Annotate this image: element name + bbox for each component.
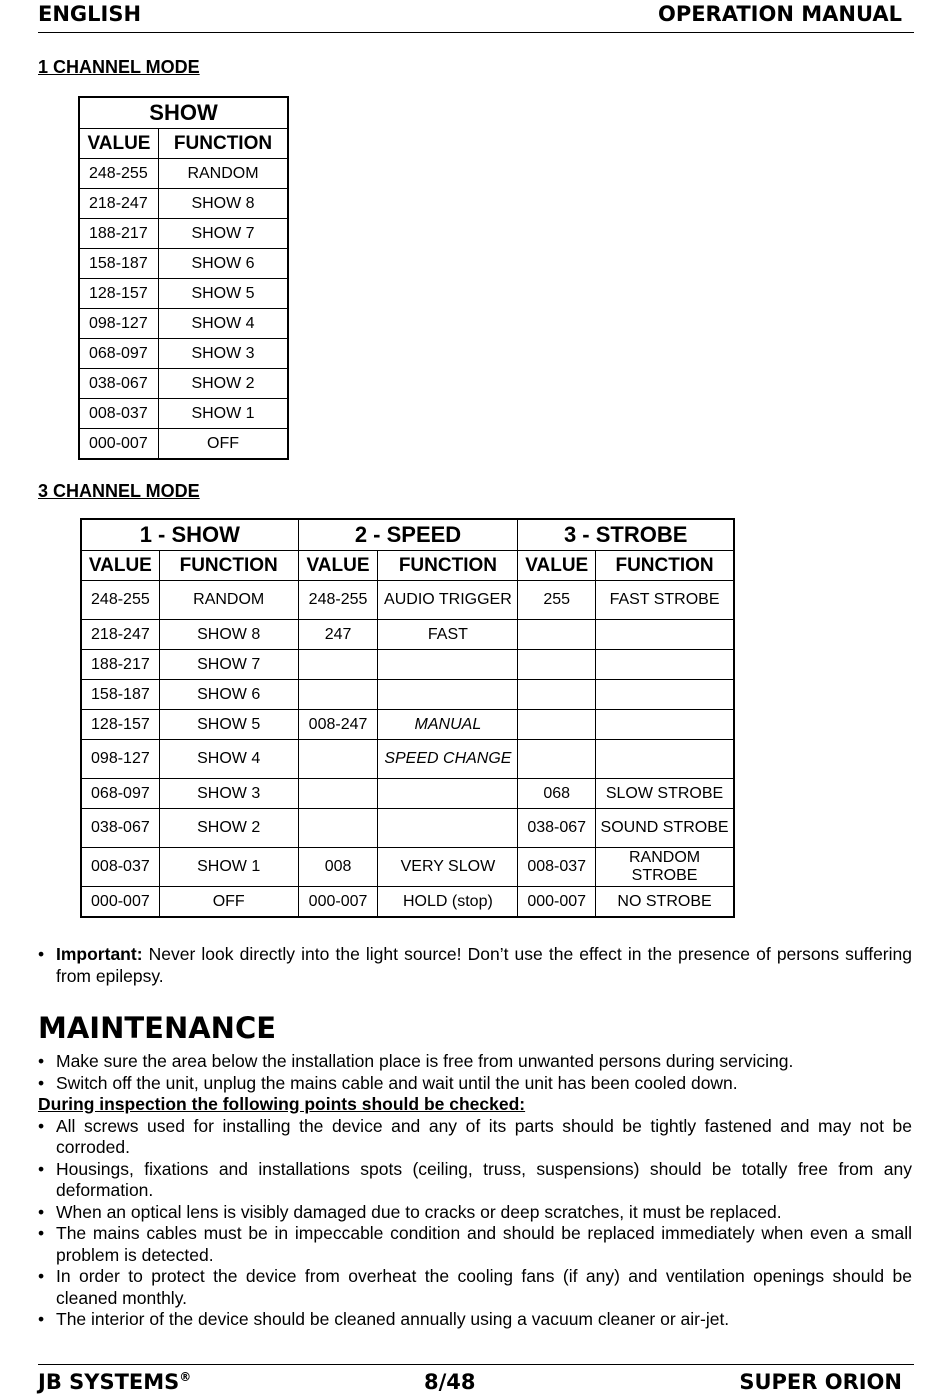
- speed-value-cell: 248-255: [298, 581, 378, 620]
- show-value-cell: 068-097: [81, 779, 159, 809]
- strobe-value-cell: [518, 650, 596, 680]
- page-header: [38, 0, 914, 33]
- bullet-icon: •: [38, 1201, 45, 1222]
- footer-brand: JB SYSTEMS: [38, 1370, 180, 1394]
- speed-function-cell: [378, 809, 518, 848]
- table-row: [79, 429, 288, 460]
- list-item: [38, 1223, 912, 1266]
- mode1-group-header: SHOW: [79, 97, 288, 129]
- strobe-value-cell: 000-007: [518, 887, 596, 918]
- strobe-function-cell: [596, 680, 734, 710]
- table-row: [81, 887, 734, 918]
- strobe-value-cell: [518, 710, 596, 740]
- mode3-title: 3 CHANNEL MODE: [38, 481, 200, 501]
- col-function-header: FUNCTION: [378, 551, 518, 581]
- strobe-value-cell: 038-067: [518, 809, 596, 848]
- important-text: Never look directly into the light source! Don’t use the effect in the presence of persons suffering from epilepsy.: [56, 944, 912, 986]
- speed-value-cell: [298, 779, 378, 809]
- value-cell: 098-127: [79, 309, 159, 339]
- important-label: Important:: [56, 944, 143, 964]
- strobe-function-cell: SLOW STROBE: [596, 779, 734, 809]
- show-value-cell: 158-187: [81, 680, 159, 710]
- function-cell: OFF: [159, 429, 289, 460]
- show-function-cell: SHOW 4: [159, 740, 298, 779]
- footer-brand-block: [38, 1370, 191, 1394]
- strobe-function-cell: [596, 650, 734, 680]
- speed-function-cell: [378, 779, 518, 809]
- bullet-icon: •: [38, 1309, 45, 1329]
- show-value-cell: 098-127: [81, 740, 159, 779]
- list-item-text: All screws used for installing the device and any of its parts should be tightly fastened and may not be corroded.: [56, 1115, 912, 1157]
- value-cell: 128-157: [79, 279, 159, 309]
- three-channel-table: [80, 518, 735, 918]
- strobe-function-cell: [596, 710, 734, 740]
- strobe-function-cell: [596, 620, 734, 650]
- list-item-text: Make sure the area below the installation place is free from unwanted persons during servicing.: [56, 1051, 794, 1071]
- value-cell: 218-247: [79, 189, 159, 219]
- strobe-function-cell: NO STROBE: [596, 887, 734, 918]
- list-item-text: Housings, fixations and installations spots (ceiling, truss, suspensions) should be totally free from any deformation.: [56, 1158, 912, 1200]
- table-row: [79, 399, 288, 429]
- show-value-cell: 000-007: [81, 887, 159, 918]
- col-value-header: VALUE: [81, 551, 159, 581]
- function-cell: SHOW 4: [159, 309, 289, 339]
- list-item: [38, 1051, 912, 1073]
- show-function-cell: OFF: [159, 887, 298, 918]
- speed-value-cell: [298, 680, 378, 710]
- show-value-cell: 128-157: [81, 710, 159, 740]
- list-item: [38, 1309, 912, 1331]
- value-cell: 188-217: [79, 219, 159, 249]
- list-item-text: In order to protect the device from overheat the cooling fans (if any) and ventilation openings should be cleaned monthly.: [56, 1266, 912, 1308]
- speed-function-cell: [378, 650, 518, 680]
- table-row: [79, 249, 288, 279]
- bullet-icon: •: [38, 1266, 45, 1286]
- show-function-cell: SHOW 3: [159, 779, 298, 809]
- value-cell: 008-037: [79, 399, 159, 429]
- group-header-speed: 2 - SPEED: [298, 519, 518, 551]
- maintenance-title: MAINTENANCE: [38, 1011, 277, 1045]
- col-function-header: FUNCTION: [596, 551, 734, 581]
- speed-value-cell: 008-247: [298, 710, 378, 740]
- page-footer: [38, 1364, 914, 1398]
- bullet-icon: •: [38, 1223, 45, 1243]
- footer-product: SUPER ORION: [739, 1370, 902, 1394]
- speed-function-cell: SPEED CHANGE: [378, 740, 518, 779]
- col-value-header: VALUE: [79, 129, 159, 159]
- strobe-value-cell: [518, 680, 596, 710]
- col-function-header: FUNCTION: [159, 129, 289, 159]
- value-cell: 158-187: [79, 249, 159, 279]
- strobe-function-cell: FAST STROBE: [596, 581, 734, 620]
- strobe-value-cell: [518, 740, 596, 779]
- strobe-function-cell: RANDOM STROBE: [596, 848, 734, 887]
- speed-value-cell: 000-007: [298, 887, 378, 918]
- strobe-value-cell: 008-037: [518, 848, 596, 887]
- list-item-text: The mains cables must be in impeccable condition and should be replaced immediately when even a small problem is detected.: [56, 1223, 912, 1265]
- show-value-cell: 008-037: [81, 848, 159, 887]
- speed-function-cell: MANUAL: [378, 710, 518, 740]
- show-function-cell: SHOW 8: [159, 620, 298, 650]
- page-number: 8/48: [424, 1370, 476, 1394]
- show-function-cell: SHOW 6: [159, 680, 298, 710]
- show-function-cell: SHOW 5: [159, 710, 298, 740]
- function-cell: SHOW 2: [159, 369, 289, 399]
- show-value-cell: 248-255: [81, 581, 159, 620]
- bullet-icon: •: [38, 1072, 45, 1093]
- table-row: [79, 309, 288, 339]
- registered-mark: ®: [179, 1370, 192, 1384]
- header-language: ENGLISH: [38, 2, 142, 26]
- table-row: [81, 620, 734, 650]
- list-item-text: Switch off the unit, unplug the mains cable and wait until the unit has been cooled down.: [56, 1072, 738, 1093]
- show-function-cell: SHOW 1: [159, 848, 298, 887]
- list-item-text: When an optical lens is visibly damaged due to cracks or deep scratches, it must be replaced.: [56, 1201, 782, 1222]
- show-value-cell: 188-217: [81, 650, 159, 680]
- table-row: [81, 710, 734, 740]
- show-value-cell: 038-067: [81, 809, 159, 848]
- list-item: [38, 1266, 912, 1309]
- table-row: [81, 848, 734, 887]
- strobe-function-cell: [596, 740, 734, 779]
- speed-value-cell: [298, 809, 378, 848]
- function-cell: SHOW 1: [159, 399, 289, 429]
- strobe-function-cell: SOUND STROBE: [596, 809, 734, 848]
- group-header-strobe: 3 - STROBE: [518, 519, 734, 551]
- col-value-header: VALUE: [298, 551, 378, 581]
- value-cell: 000-007: [79, 429, 159, 460]
- list-item: [38, 1159, 912, 1202]
- speed-function-cell: [378, 680, 518, 710]
- col-value-header: VALUE: [518, 551, 596, 581]
- strobe-value-cell: 068: [518, 779, 596, 809]
- group-header-show: 1 - SHOW: [81, 519, 298, 551]
- header-title: OPERATION MANUAL: [657, 2, 902, 26]
- value-cell: 038-067: [79, 369, 159, 399]
- table-row: [81, 680, 734, 710]
- value-cell: 248-255: [79, 159, 159, 189]
- list-item: [38, 944, 912, 987]
- mode1-title: 1 CHANNEL MODE: [38, 57, 200, 77]
- show-function-cell: SHOW 7: [159, 650, 298, 680]
- col-function-header: FUNCTION: [159, 551, 298, 581]
- function-cell: SHOW 8: [159, 189, 289, 219]
- speed-value-cell: 008: [298, 848, 378, 887]
- speed-function-cell: VERY SLOW: [378, 848, 518, 887]
- table-row: [79, 159, 288, 189]
- list-item: [38, 1116, 912, 1159]
- bullet-icon: •: [38, 1158, 45, 1179]
- table-row: [81, 581, 734, 620]
- strobe-value-cell: [518, 620, 596, 650]
- important-note: [38, 944, 912, 987]
- bullet-icon: •: [38, 1051, 45, 1071]
- table-row: [81, 779, 734, 809]
- list-item: [38, 1073, 912, 1095]
- speed-value-cell: 247: [298, 620, 378, 650]
- check-heading: During inspection the following points should be checked:: [38, 1094, 526, 1114]
- table-row: [79, 279, 288, 309]
- bullet-icon: •: [38, 944, 45, 964]
- table-row: [81, 740, 734, 779]
- speed-value-cell: [298, 650, 378, 680]
- bullet-icon: •: [38, 1115, 45, 1136]
- speed-function-cell: HOLD (stop): [378, 887, 518, 918]
- table-row: [81, 809, 734, 848]
- table-row: [79, 369, 288, 399]
- list-item: [38, 1202, 912, 1224]
- table-row: [79, 189, 288, 219]
- function-cell: RANDOM: [159, 159, 289, 189]
- one-channel-table: [78, 96, 289, 460]
- speed-value-cell: [298, 740, 378, 779]
- strobe-value-cell: 255: [518, 581, 596, 620]
- show-function-cell: RANDOM: [159, 581, 298, 620]
- table-row: [79, 339, 288, 369]
- function-cell: SHOW 3: [159, 339, 289, 369]
- speed-function-cell: FAST: [378, 620, 518, 650]
- function-cell: SHOW 7: [159, 219, 289, 249]
- maintenance-body: [38, 1051, 912, 1331]
- function-cell: SHOW 5: [159, 279, 289, 309]
- show-function-cell: SHOW 2: [159, 809, 298, 848]
- list-item-text: The interior of the device should be cleaned annually using a vacuum cleaner or air-jet.: [56, 1309, 730, 1329]
- function-cell: SHOW 6: [159, 249, 289, 279]
- speed-function-cell: AUDIO TRIGGER: [378, 581, 518, 620]
- value-cell: 068-097: [79, 339, 159, 369]
- table-row: [79, 219, 288, 249]
- show-value-cell: 218-247: [81, 620, 159, 650]
- table-row: [81, 650, 734, 680]
